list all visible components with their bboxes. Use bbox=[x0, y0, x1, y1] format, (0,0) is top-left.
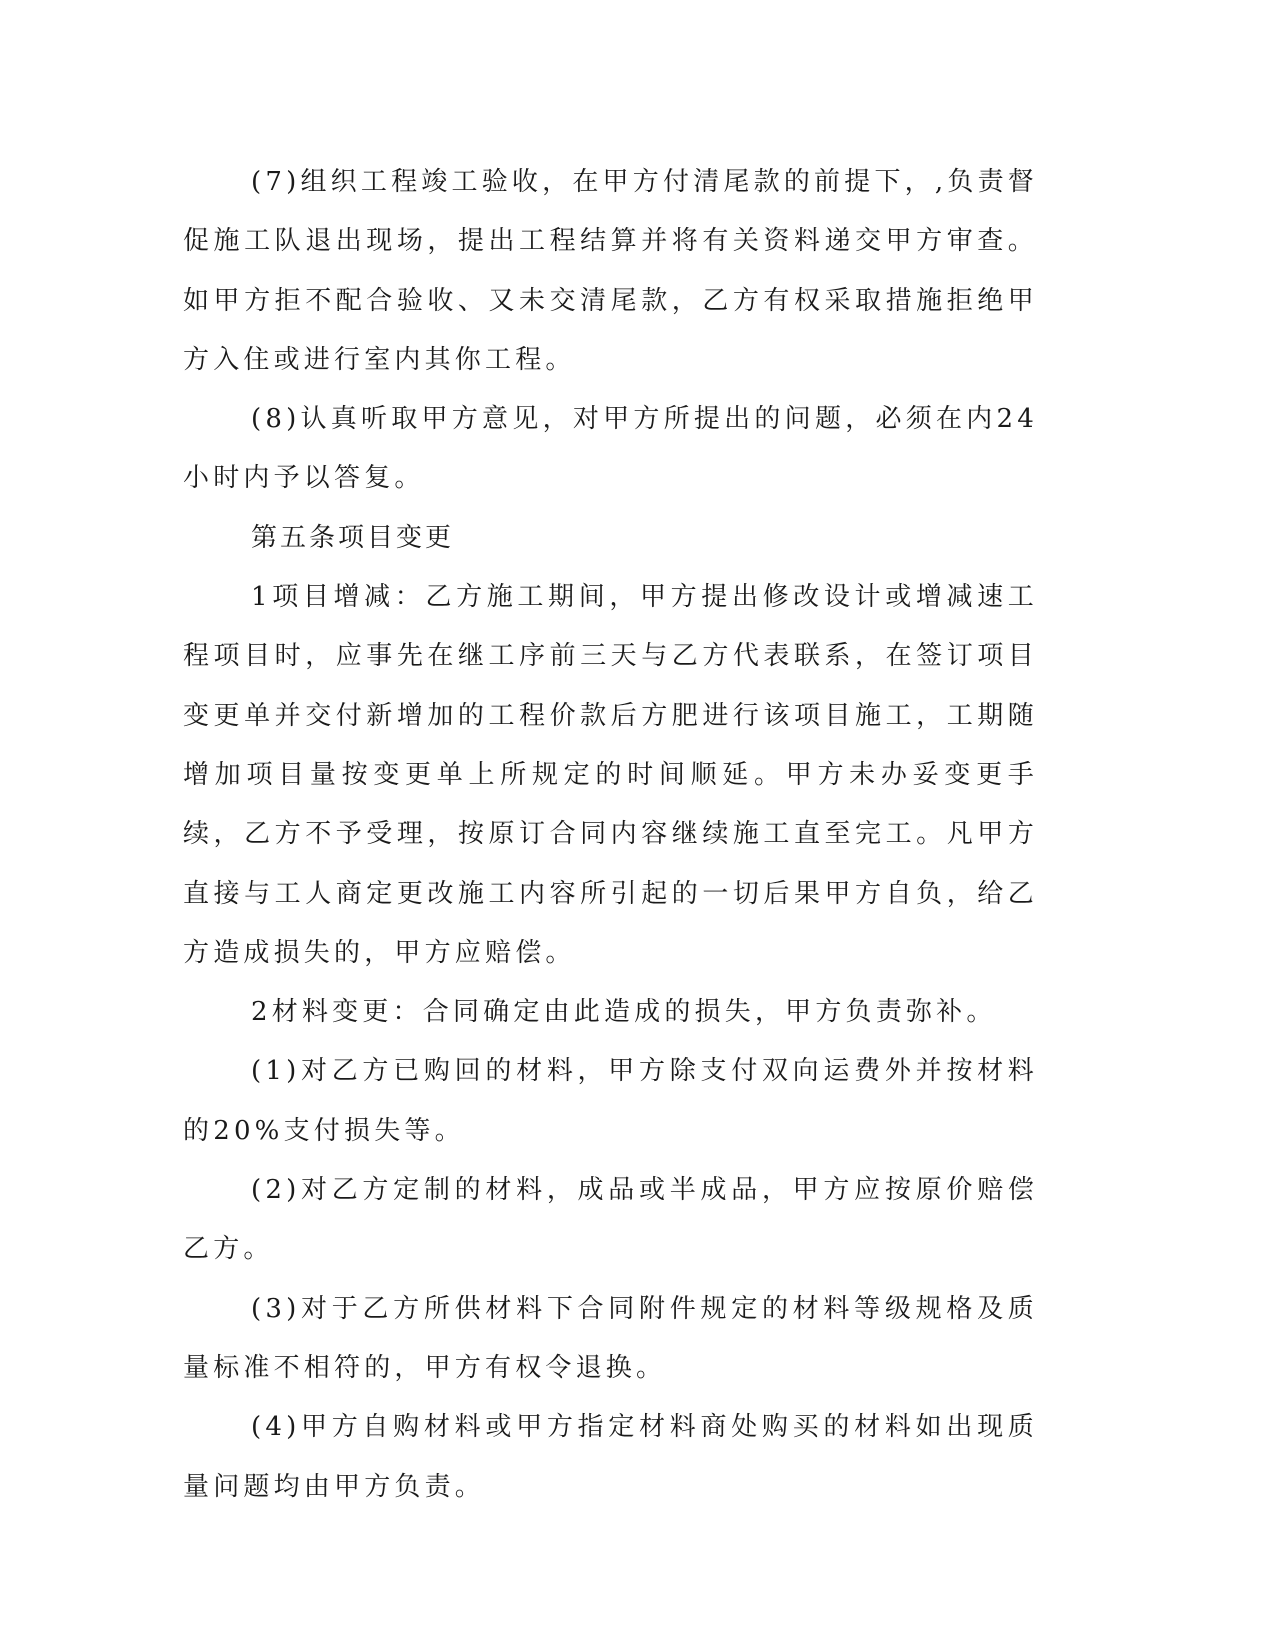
paragraph-item-3: (3)对于乙方所供材料下合同附件规定的材料等级规格及质量标准不相符的，甲方有权令退换。 bbox=[183, 1293, 1038, 1383]
section-heading-article-5: 第五条项目变更 bbox=[251, 522, 455, 553]
paragraph-item-1: (1)对乙方已购回的材料，甲方除支付双向运费外并按材料的20%支付损失等。 bbox=[183, 1056, 1038, 1146]
document-body bbox=[183, 153, 1038, 1517]
paragraph-item-8: (8)认真听取甲方意见，对甲方所提出的问题，必须在内24小时内予以答复。 bbox=[183, 404, 1038, 494]
paragraph-project-change: 1项目增减：乙方施工期间，甲方提出修改设计或增减速工程项目时，应事先在继工序前三天与乙方代表联系，在签订项目变更单并交付新增加的工程价款后方肥进行该项目施工，工期随增加项目量按变更单上所规定的时间顺延。甲方未办妥变更手续，乙方不予受理，按原订合同内容继续施工直至完工。凡甲方直接与工人商定更改施工内容所引起的一切后果甲方自负，给乙方造成损失的，甲方应赔偿。 bbox=[183, 582, 1038, 968]
paragraph-item-4: (4)甲方自购材料或甲方指定材料商处购买的材料如出现质量问题均由甲方负责。 bbox=[183, 1412, 1038, 1502]
paragraph-item-2: (2)对乙方定制的材料，成品或半成品，甲方应按原价赔偿乙方。 bbox=[183, 1175, 1038, 1265]
paragraph-item-7: (7)组织工程竣工验收，在甲方付清尾款的前提下，,负责督促施工队退出现场，提出工程结算并将有关资料递交甲方审查。如甲方拒不配合验收、又未交清尾款，乙方有权采取措施拒绝甲方入住或进行室内其你工程。 bbox=[183, 167, 1038, 375]
paragraph-material-change: 2材料变更：合同确定由此造成的损失，甲方负责弥补。 bbox=[251, 997, 997, 1028]
